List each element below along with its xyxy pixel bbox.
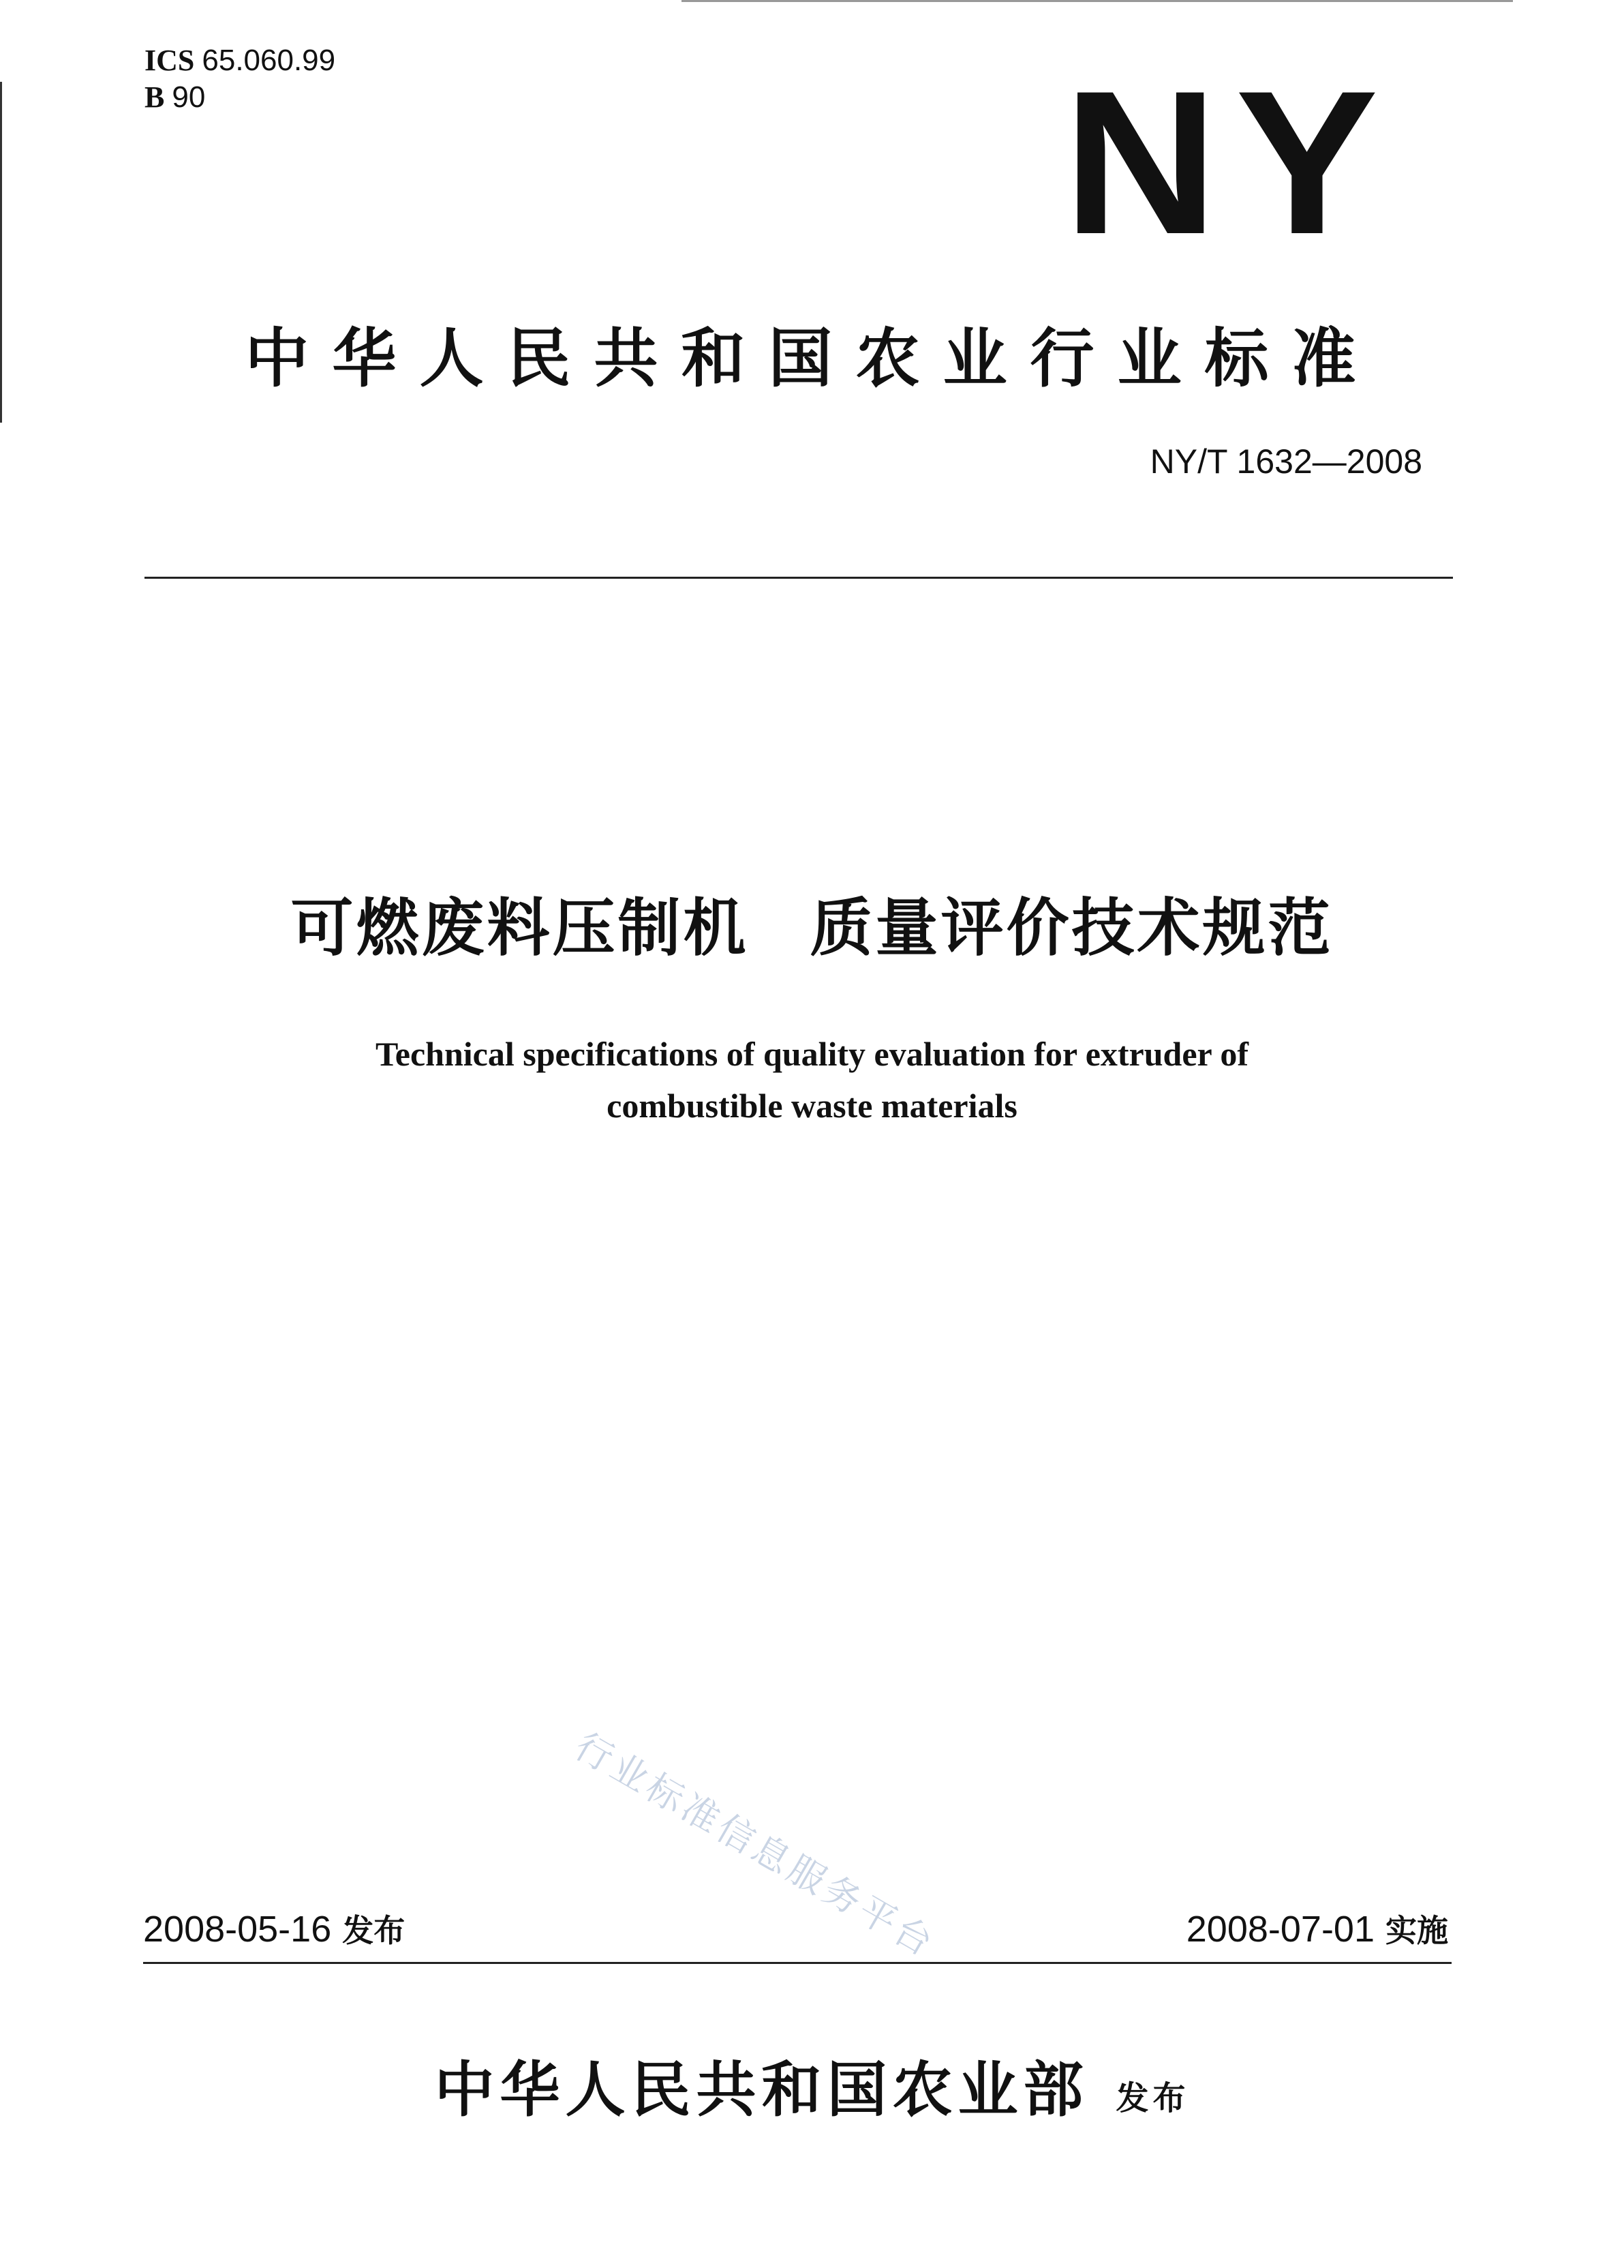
- issuer-name: 中华人民共和国农业部: [434, 2054, 1089, 2125]
- bottom-divider: [143, 1962, 1452, 1964]
- ics-code: ICS 65.060.99: [144, 44, 336, 77]
- english-title-line2: combustible waste materials: [607, 1087, 1017, 1125]
- issue-date-block: [143, 1906, 405, 1951]
- chinese-title-part2: 质量评价技术规范: [810, 892, 1334, 965]
- english-title: [0, 1028, 1624, 1132]
- issue-label: 发布: [342, 1912, 405, 1949]
- watermark: 行业标准信息服务平台: [568, 1724, 944, 1967]
- chinese-title-part1: 可燃废料压制机: [290, 892, 749, 965]
- scan-top-marks: [681, 0, 1513, 2]
- effective-date-block: [1186, 1906, 1448, 1951]
- issuer: [0, 2042, 1624, 2128]
- english-title-line1: Technical specifications of quality evaluation for extruder of: [376, 1035, 1248, 1073]
- standard-code: NY/T 1632—2008: [1150, 442, 1422, 481]
- ny-logo: NY: [1063, 48, 1396, 277]
- classification-codes: [144, 42, 335, 116]
- issuer-label: 发布: [1116, 2078, 1190, 2117]
- standard-category: 中华人民共和国农业行业标准: [245, 322, 1379, 396]
- effective-label: 实施: [1385, 1912, 1448, 1949]
- ccs-code: B 90: [144, 80, 206, 114]
- issue-date: 2008-05-16: [143, 1909, 332, 1950]
- effective-date: 2008-07-01: [1186, 1909, 1375, 1950]
- chinese-title: [0, 878, 1624, 968]
- top-divider: [144, 577, 1453, 579]
